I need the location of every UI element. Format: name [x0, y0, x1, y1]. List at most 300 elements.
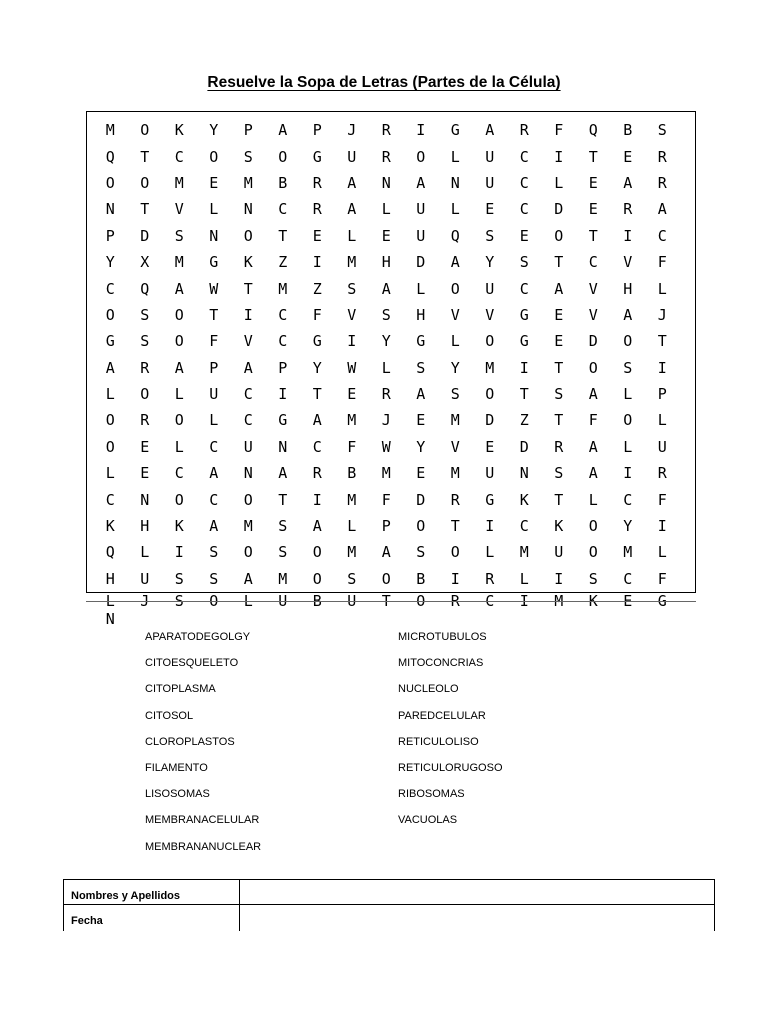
grid-letter: S [623, 358, 633, 377]
grid-letter: O [416, 517, 426, 536]
grid-letter: R [381, 147, 391, 166]
grid-letter: T [312, 385, 322, 404]
grid-letter: E [554, 305, 564, 324]
grid-letter: P [243, 121, 253, 140]
grid-letter: L [140, 543, 150, 562]
grid-letter: L [554, 173, 564, 192]
grid-letter: S [347, 279, 357, 298]
grid-letter: B [312, 592, 322, 611]
grid-letter: O [416, 592, 426, 611]
grid-letter: L [381, 358, 391, 377]
word-search-box [86, 111, 696, 629]
word-list-item: NUCLEOLO [398, 683, 459, 696]
grid-letter: H [140, 517, 150, 536]
grid-letter: N [140, 490, 150, 509]
grid-letter: K [554, 517, 564, 536]
grid-letter: J [140, 592, 150, 611]
grid-letter: O [243, 543, 253, 562]
grid-letter: K [174, 121, 184, 140]
grid-letter: O [588, 358, 598, 377]
grid-letter: K [174, 517, 184, 536]
grid-letter: I [554, 147, 564, 166]
grid-letter: U [485, 147, 495, 166]
grid-letter: A [588, 437, 598, 456]
grid-letter: C [519, 279, 529, 298]
grid-letter: F [209, 332, 219, 351]
grid-letter: O [312, 543, 322, 562]
grid-letter: T [657, 332, 667, 351]
grid-letter: U [416, 200, 426, 219]
grid-letter: N [278, 437, 288, 456]
grid-letter: A [381, 279, 391, 298]
word-list-item: LISOSOMAS [145, 788, 210, 801]
grid-letter: E [209, 173, 219, 192]
grid-letter: V [588, 305, 598, 324]
grid-letter: L [243, 592, 253, 611]
grid-letter: U [485, 464, 495, 483]
grid-letter: R [657, 464, 667, 483]
grid-letter: O [174, 305, 184, 324]
grid-letter: I [243, 305, 253, 324]
grid-letter: A [588, 385, 598, 404]
grid-letter: G [450, 121, 460, 140]
grid-letter: F [657, 569, 667, 588]
name-field[interactable] [240, 880, 715, 904]
grid-letter: C [243, 385, 253, 404]
grid-letter: F [312, 305, 322, 324]
grid-letter: M [278, 279, 288, 298]
grid-letter: G [209, 253, 219, 272]
grid-letter: B [416, 569, 426, 588]
grid-letter: N [243, 200, 253, 219]
grid-letter: T [278, 490, 288, 509]
grid-letter: E [485, 437, 495, 456]
grid-letter: L [105, 385, 115, 404]
grid-letter: S [416, 543, 426, 562]
grid-letter: G [312, 332, 322, 351]
grid-letter: I [312, 490, 322, 509]
word-list-item: VACUOLAS [398, 814, 458, 827]
grid-letter: Y [381, 332, 391, 351]
grid-letter: D [588, 332, 598, 351]
grid-letter: D [416, 490, 426, 509]
grid-letter: R [140, 358, 150, 377]
grid-letter: T [588, 226, 598, 245]
grid-letter: A [347, 200, 357, 219]
grid-letter: M [347, 490, 357, 509]
grid-letter: Z [278, 253, 288, 272]
grid-letter: O [243, 490, 253, 509]
grid-letter: C [519, 173, 529, 192]
grid-letter: U [416, 226, 426, 245]
grid-letter: R [312, 464, 322, 483]
grid-letter: V [174, 200, 184, 219]
grid-letter: O [105, 411, 115, 430]
grid-letter: E [623, 592, 633, 611]
grid-letter: A [174, 358, 184, 377]
grid-letter: C [519, 200, 529, 219]
word-list-item: CLOROPLASTOS [145, 735, 235, 748]
date-label: Fecha [63, 905, 240, 931]
grid-letter: N [209, 226, 219, 245]
grid-letter: L [519, 569, 529, 588]
grid-letter: U [347, 592, 357, 611]
grid-letter: M [174, 173, 184, 192]
grid-letter: I [657, 358, 667, 377]
grid-letter: Y [623, 517, 633, 536]
grid-letter: U [554, 543, 564, 562]
grid-letter: M [243, 173, 253, 192]
word-list-item: RETICULOLISO [398, 735, 479, 748]
grid-letter: Q [105, 543, 115, 562]
grid-letter: C [278, 200, 288, 219]
grid-letter: H [105, 569, 115, 588]
grid-letter: O [105, 173, 115, 192]
grid-letter: W [209, 279, 219, 298]
grid-letter: I [623, 226, 633, 245]
grid-letter: G [657, 592, 667, 611]
grid-letter: N [519, 464, 529, 483]
word-list-item: APARATODEGOLGY [145, 631, 251, 643]
grid-letter: V [450, 437, 460, 456]
grid-letter: L [450, 200, 460, 219]
grid-letter: S [140, 305, 150, 324]
grid-letter: L [450, 147, 460, 166]
grid-letter: O [623, 411, 633, 430]
worksheet-title: Resuelve la Sopa de Letras (Partes de la Célula) [207, 74, 561, 91]
grid-letter: A [381, 543, 391, 562]
grid-letter: S [174, 592, 184, 611]
grid-letter: O [485, 385, 495, 404]
word-list-item: FILAMENTO [145, 761, 208, 774]
grid-letter: N [450, 173, 460, 192]
grid-letter: F [657, 253, 667, 272]
grid-letter: S [278, 517, 288, 536]
grid-letter: T [243, 279, 253, 298]
grid-letter: P [278, 358, 288, 377]
grid-letter: I [347, 332, 357, 351]
grid-letter: C [588, 253, 598, 272]
grid-letter: A [312, 517, 322, 536]
grid-letter: R [140, 411, 150, 430]
grid-letter: K [105, 517, 115, 536]
grid-letter: R [450, 490, 460, 509]
grid-letter: T [278, 226, 288, 245]
grid-letter: D [416, 253, 426, 272]
grid-letter: O [140, 121, 150, 140]
grid-letter: O [312, 569, 322, 588]
grid-letter: S [416, 358, 426, 377]
grid-letter: T [554, 490, 564, 509]
grid-letter: K [519, 490, 529, 509]
grid-letter: Q [450, 226, 460, 245]
grid-letter: C [105, 490, 115, 509]
form-row-date [63, 905, 715, 931]
grid-letter: L [105, 464, 115, 483]
grid-letter: M [554, 592, 564, 611]
grid-letter: E [312, 226, 322, 245]
grid-letter: M [519, 543, 529, 562]
grid-letter: C [209, 490, 219, 509]
grid-letter: L [657, 411, 667, 430]
grid-letter: R [312, 173, 322, 192]
grid-letter: O [105, 305, 115, 324]
word-list-item: CITOESQUELETO [145, 657, 239, 670]
grid-letter: G [519, 332, 529, 351]
grid-letter: A [554, 279, 564, 298]
grid-letter: V [243, 332, 253, 351]
grid-letter: A [347, 173, 357, 192]
grid-letter: O [209, 592, 219, 611]
grid-letter: O [381, 569, 391, 588]
grid-letter: T [381, 592, 391, 611]
grid-letter: E [485, 200, 495, 219]
grid-letter: I [657, 517, 667, 536]
grid-letter: T [554, 411, 564, 430]
grid-letter: T [554, 253, 564, 272]
grid-letter: A [278, 121, 288, 140]
grid-letter: G [278, 411, 288, 430]
grid-letter: A [174, 279, 184, 298]
grid-letter: E [347, 385, 357, 404]
grid-letter: Q [140, 279, 150, 298]
grid-letter: O [588, 517, 598, 536]
grid-letter: M [485, 358, 495, 377]
grid-letter: T [209, 305, 219, 324]
grid-letter: R [381, 121, 391, 140]
grid-letter: G [312, 147, 322, 166]
grid-letter: C [623, 569, 633, 588]
grid-letter: W [381, 437, 391, 456]
grid-letter: O [140, 385, 150, 404]
grid-letter: W [347, 358, 357, 377]
grid-letter: U [485, 173, 495, 192]
date-field[interactable] [240, 905, 715, 931]
grid-letter: F [657, 490, 667, 509]
grid-letter: M [347, 411, 357, 430]
grid-letter: F [554, 121, 564, 140]
grid-letter: G [416, 332, 426, 351]
grid-letter: T [140, 147, 150, 166]
grid-letter: Z [519, 411, 529, 430]
grid-letter: F [588, 411, 598, 430]
word-list-item: CITOPLASMA [145, 683, 216, 696]
grid-letter: A [657, 200, 667, 219]
grid-letter: S [243, 147, 253, 166]
word-list-item: PAREDCELULAR [398, 709, 486, 722]
grid-letter: M [243, 517, 253, 536]
grid-letter: S [554, 385, 564, 404]
grid-letter: P [381, 517, 391, 536]
grid-letter: L [657, 279, 667, 298]
grid-letter: V [623, 253, 633, 272]
grid-letter: O [554, 226, 564, 245]
grid-letter: G [485, 490, 495, 509]
grid-letter: L [347, 226, 357, 245]
grid-letter: S [485, 226, 495, 245]
grid-letter: S [209, 569, 219, 588]
grid-letter: E [416, 464, 426, 483]
grid-letter: S [450, 385, 460, 404]
grid-letter: M [450, 411, 460, 430]
grid-letter: M [347, 543, 357, 562]
grid-letter: E [140, 437, 150, 456]
grid-letter: O [105, 437, 115, 456]
grid-letter: X [140, 253, 150, 272]
grid-letter: R [623, 200, 633, 219]
grid-letter: M [174, 253, 184, 272]
grid-letter: R [554, 437, 564, 456]
grid-letter: R [657, 173, 667, 192]
grid-letter: T [554, 358, 564, 377]
grid-letter: M [381, 464, 391, 483]
grid-letter: A [450, 253, 460, 272]
word-list-item: MEMBRANANUCLEAR [145, 840, 262, 853]
grid-letter: A [278, 464, 288, 483]
grid-letter: S [209, 543, 219, 562]
grid-letter: I [554, 569, 564, 588]
grid-letter: O [174, 411, 184, 430]
grid-letter: U [278, 592, 288, 611]
grid-letter: R [450, 592, 460, 611]
grid-letter: N [105, 610, 115, 629]
grid-letter: U [657, 437, 667, 456]
grid-letter: O [174, 490, 184, 509]
grid-letter: R [485, 569, 495, 588]
grid-letter: A [105, 358, 115, 377]
grid-letter: Y [485, 253, 495, 272]
grid-letter: P [657, 385, 667, 404]
grid-letter: N [105, 200, 115, 219]
grid-letter: I [519, 592, 529, 611]
grid-letter: C [243, 411, 253, 430]
grid-letter: U [347, 147, 357, 166]
grid-letter: I [485, 517, 495, 536]
grid-letter: C [278, 305, 288, 324]
grid-letter: B [347, 464, 357, 483]
word-list-item: MICROTUBULOS [398, 631, 487, 643]
grid-letter: C [174, 147, 184, 166]
grid-letter: L [209, 411, 219, 430]
grid-letter: V [588, 279, 598, 298]
grid-letter: S [381, 305, 391, 324]
grid-letter: H [623, 279, 633, 298]
grid-letter: A [485, 121, 495, 140]
grid-letter: I [312, 253, 322, 272]
grid-letter: S [588, 569, 598, 588]
grid-letter: L [105, 592, 115, 611]
grid-letter: R [312, 200, 322, 219]
grid-letter: Z [312, 279, 322, 298]
grid-letter: C [657, 226, 667, 245]
grid-letter: C [485, 592, 495, 611]
word-list-item: MITOCONCRIAS [398, 657, 484, 670]
grid-letter: S [140, 332, 150, 351]
grid-letter: Y [312, 358, 322, 377]
grid-letter: T [450, 517, 460, 536]
name-label: Nombres y Apellidos [63, 880, 240, 904]
grid-letter: C [312, 437, 322, 456]
grid-letter: A [209, 464, 219, 483]
grid-letter: A [623, 173, 633, 192]
grid-letter: L [209, 200, 219, 219]
grid-letter: A [623, 305, 633, 324]
grid-letter: L [657, 543, 667, 562]
grid-letter: E [381, 226, 391, 245]
grid-letter: I [519, 358, 529, 377]
grid-letter: U [209, 385, 219, 404]
grid-letter: O [623, 332, 633, 351]
divider [86, 601, 696, 602]
grid-letter: G [519, 305, 529, 324]
grid-letter: C [519, 517, 529, 536]
grid-letter: I [174, 543, 184, 562]
grid-letter: L [623, 437, 633, 456]
grid-letter: T [588, 147, 598, 166]
word-list-item: MEMBRANACELULAR [145, 814, 260, 827]
grid-letter: O [140, 173, 150, 192]
grid-letter: L [588, 490, 598, 509]
grid-letter: O [174, 332, 184, 351]
grid-letter: J [657, 305, 667, 324]
grid-letter: M [347, 253, 357, 272]
word-search-grid [93, 117, 680, 628]
grid-letter: A [209, 517, 219, 536]
grid-letter: R [381, 385, 391, 404]
grid-letter: U [485, 279, 495, 298]
grid-letter: D [485, 411, 495, 430]
grid-letter: C [519, 147, 529, 166]
grid-letter: O [588, 543, 598, 562]
grid-letter: A [243, 569, 253, 588]
grid-letter: T [519, 385, 529, 404]
form-row-name [63, 879, 715, 905]
word-list-left [145, 629, 261, 865]
grid-letter: C [278, 332, 288, 351]
grid-letter: B [623, 121, 633, 140]
grid-letter: S [519, 253, 529, 272]
grid-letter: C [105, 279, 115, 298]
grid-letter: K [588, 592, 598, 611]
grid-letter: O [450, 279, 460, 298]
grid-letter: O [209, 147, 219, 166]
grid-letter: N [381, 173, 391, 192]
grid-letter: E [519, 226, 529, 245]
grid-letter: L [174, 385, 184, 404]
grid-letter: E [554, 332, 564, 351]
grid-letter: A [416, 385, 426, 404]
grid-letter: A [243, 358, 253, 377]
grid-letter: L [347, 517, 357, 536]
grid-letter: D [140, 226, 150, 245]
grid-letter: Q [588, 121, 598, 140]
grid-letter: L [174, 437, 184, 456]
grid-letter: U [140, 569, 150, 588]
grid-letter: U [243, 437, 253, 456]
word-list-item: CITOSOL [145, 709, 194, 722]
grid-letter: F [381, 490, 391, 509]
grid-letter: R [519, 121, 529, 140]
grid-letter: H [381, 253, 391, 272]
grid-letter: E [416, 411, 426, 430]
grid-letter: I [623, 464, 633, 483]
grid-letter: E [588, 173, 598, 192]
grid-letter: C [174, 464, 184, 483]
word-list-right [398, 629, 503, 839]
grid-letter: S [278, 543, 288, 562]
grid-letter: R [657, 147, 667, 166]
grid-letter: S [174, 569, 184, 588]
